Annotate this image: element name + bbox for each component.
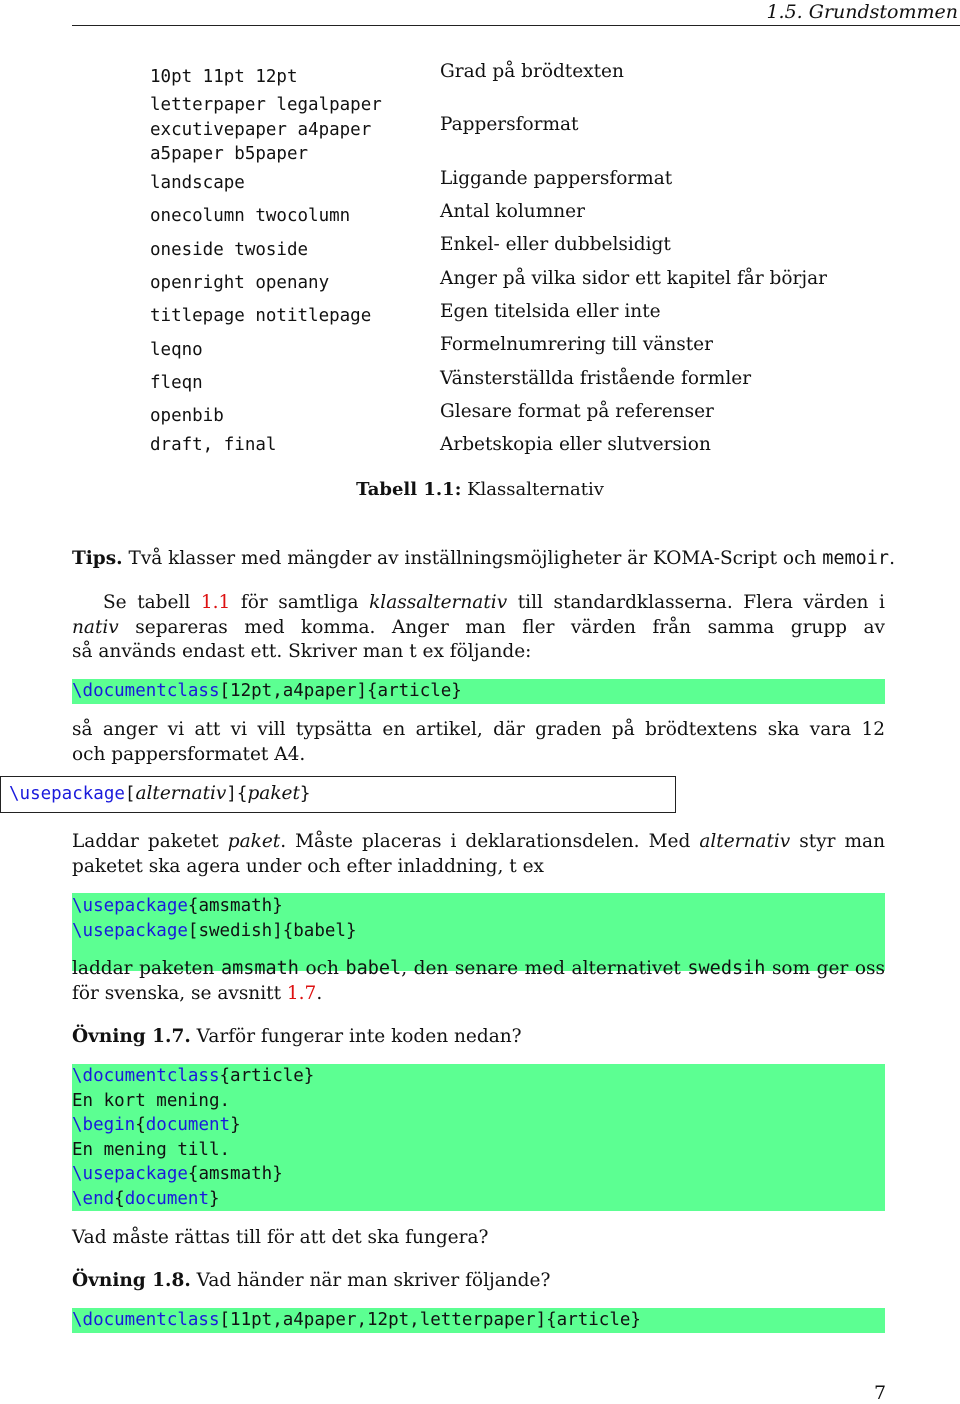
code-keyword: \end xyxy=(72,1188,115,1209)
code-keyword: \documentclass xyxy=(72,1310,220,1330)
option-key: landscape xyxy=(150,173,245,193)
text: för svenska, se avsnitt xyxy=(72,982,287,1004)
text: och pappersformatet A4. xyxy=(72,743,306,765)
table-row xyxy=(0,301,960,330)
table-row xyxy=(0,144,960,168)
section-link[interactable]: 1.7 xyxy=(286,982,317,1004)
code-keyword: \usepackage xyxy=(72,1164,188,1184)
text: Vad måste rättas till för att det ska fungera? xyxy=(72,1227,489,1248)
inline-code: memoir xyxy=(822,548,890,569)
caption-label: Tabell 1.1: xyxy=(356,479,462,500)
tips-text: Två klasser med mängder av inställningsmöjligheter är KOMA-Script och xyxy=(122,548,823,569)
code-text: {article} xyxy=(219,1066,315,1086)
text: och xyxy=(298,958,346,979)
paragraph-table-reference xyxy=(72,591,885,665)
emphasis: klassalternativ xyxy=(369,592,508,613)
option-key: leqno xyxy=(150,340,203,360)
table-row xyxy=(0,401,960,430)
option-key: excutivepaper a4paper xyxy=(150,120,372,140)
option-key: onecolumn twocolumn xyxy=(150,206,351,226)
exercise-text: Vad händer när man skriver följande? xyxy=(190,1270,551,1291)
text: Se tabell xyxy=(103,592,201,613)
option-description: Liggande pappersformat xyxy=(440,168,673,189)
option-description: Arbetskopia eller slutversion xyxy=(440,434,711,455)
page-number: 7 xyxy=(874,1382,887,1404)
syntax-argument: alternativ xyxy=(135,783,227,804)
text: separeras med komma. Anger man fler värden från samma grupp av xyxy=(135,616,885,638)
option-description: Vänsterställda fristående formler xyxy=(440,368,752,389)
emphasis: alternativ xyxy=(699,831,791,852)
option-description: Enkel- eller dubbelsidigt xyxy=(440,234,671,255)
code-text: En mening till. xyxy=(72,1139,231,1160)
code-keyword: document xyxy=(145,1115,231,1135)
option-key: a5paper b5paper xyxy=(150,144,309,164)
option-key: letterpaper legalpaper xyxy=(150,95,382,115)
text: som ger oss xyxy=(771,958,885,979)
code-text: { xyxy=(135,1115,146,1135)
text: . Måste placeras i deklarationsdelen. Med xyxy=(280,831,700,852)
table-row xyxy=(0,435,960,459)
text: . xyxy=(316,982,323,1004)
paragraph-packages xyxy=(72,957,885,1006)
code-text: } xyxy=(209,1188,220,1209)
table-row xyxy=(0,61,960,90)
code-keyword: document xyxy=(124,1188,209,1209)
tips-text-end: . xyxy=(889,548,895,569)
exercise-label: Övning 1.7. xyxy=(72,1026,191,1047)
inline-code: babel xyxy=(345,958,402,979)
code-keyword: \usepackage xyxy=(9,784,125,804)
caption-text: Klassalternativ xyxy=(461,479,604,500)
running-head: 1.5. Grundstommen xyxy=(766,1,958,23)
text: laddar paketen xyxy=(72,958,221,979)
text: paketet ska agera under och efter inladdning, t ex xyxy=(72,855,544,877)
paragraph-explanation xyxy=(72,718,885,767)
text: , den senare med alternativet xyxy=(401,958,688,979)
code-keyword: \begin xyxy=(72,1115,136,1135)
syntax-argument: paket xyxy=(247,783,300,804)
code-text: {amsmath} xyxy=(187,896,283,916)
code-text: {amsmath} xyxy=(187,1164,283,1184)
option-description: Egen titelsida eller inte xyxy=(440,301,661,322)
text: så används endast ett. Skriver man t ex följande: xyxy=(72,641,532,662)
text: så anger vi att vi vill typsätta en artikel, där graden på brödtextens ska vara 12 xyxy=(72,719,885,740)
option-description: Antal kolumner xyxy=(440,201,585,222)
text: styr man xyxy=(799,831,885,852)
emphasis: nativ xyxy=(72,616,119,638)
code-text: } xyxy=(230,1115,241,1135)
syntax-box-usepackage xyxy=(0,776,676,813)
text: Laddar paketet xyxy=(72,831,228,852)
option-description: Pappersformat xyxy=(440,114,579,135)
code-keyword: \usepackage xyxy=(72,896,188,916)
code-keyword: \documentclass xyxy=(72,1066,220,1086)
table-caption xyxy=(0,479,960,500)
option-key: openbib xyxy=(150,406,224,426)
table-row xyxy=(0,334,960,364)
paragraph-usepackage xyxy=(72,830,885,879)
exercise-1-8 xyxy=(72,1269,885,1294)
table-row xyxy=(0,120,960,144)
table-row xyxy=(0,201,960,230)
tips-label: Tips. xyxy=(72,548,123,569)
code-block-documentclass-conflict xyxy=(72,1308,885,1333)
text: till standardklasserna. Flera värden i xyxy=(507,592,885,613)
option-description: Anger på vilka sidor ett kapitel får börjar xyxy=(440,268,827,289)
code-text: En kort mening. xyxy=(72,1090,231,1111)
option-key: titlepage notitlepage xyxy=(150,306,372,326)
option-description: Formelnumrering till vänster xyxy=(440,334,713,355)
code-block-exercise xyxy=(72,1064,885,1211)
inline-code: amsmath xyxy=(220,958,299,979)
inline-code: swedsih xyxy=(687,958,766,979)
code-text: ]{ xyxy=(226,784,248,804)
table-row xyxy=(0,168,960,197)
exercise-text: Varför fungerar inte koden nedan? xyxy=(190,1026,522,1047)
tips-paragraph xyxy=(72,547,895,572)
code-text: [12pt,a4paper]{article} xyxy=(219,681,462,701)
code-text: [swedish]{babel} xyxy=(187,920,357,941)
option-description: Glesare format på referenser xyxy=(440,401,714,422)
code-text: [ xyxy=(124,784,136,804)
table-row xyxy=(0,268,960,297)
exercise-1-7 xyxy=(72,1025,885,1050)
option-key: openright openany xyxy=(150,273,330,293)
text: för samtliga xyxy=(230,592,370,613)
code-keyword: \usepackage xyxy=(72,920,188,941)
table-row xyxy=(0,368,960,397)
table-link[interactable]: 1.1 xyxy=(200,592,231,613)
code-text: } xyxy=(299,784,311,804)
table-row xyxy=(0,234,960,264)
option-key: fleqn xyxy=(150,373,203,393)
exercise-label: Övning 1.8. xyxy=(72,1270,191,1291)
header-rule xyxy=(72,25,960,26)
option-key: draft, final xyxy=(150,435,277,455)
code-text: [11pt,a4paper,12pt,letterpaper]{article} xyxy=(219,1310,641,1330)
option-key: 10pt 11pt 12pt xyxy=(150,67,298,87)
option-key: oneside twoside xyxy=(150,240,309,260)
code-keyword: \documentclass xyxy=(72,681,220,701)
paragraph-question xyxy=(72,1226,885,1251)
emphasis: paket xyxy=(227,831,281,852)
option-description: Grad på brödtexten xyxy=(440,61,624,82)
code-text: { xyxy=(114,1188,125,1209)
code-block-documentclass xyxy=(72,679,885,704)
